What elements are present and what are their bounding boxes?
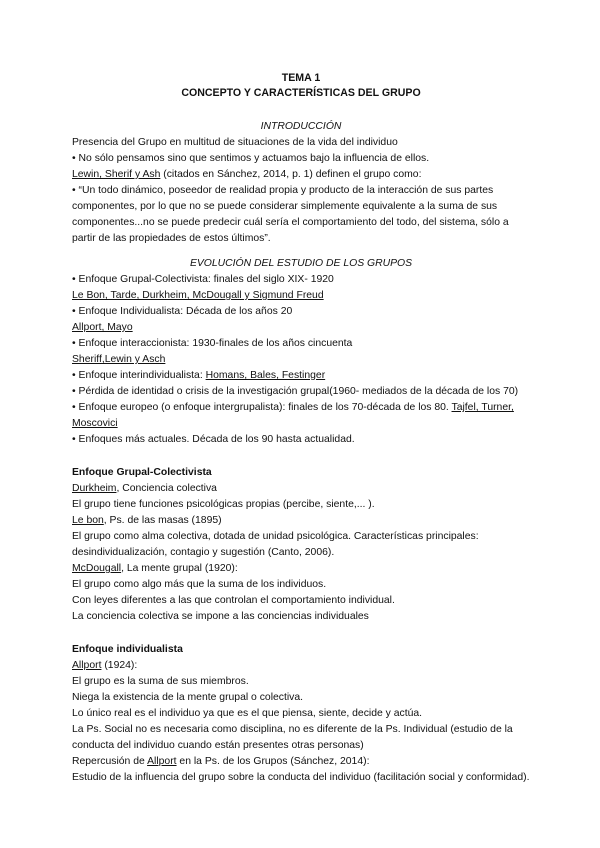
evolucion-item: • Enfoques más actuales. Década de los 90 hasta actualidad. [72,434,355,445]
grupal-heading: Enfoque Grupal-Colectivista [72,467,212,478]
grupal-text: El grupo tiene funciones psicológicas propias (percibe, siente,... ). [72,499,375,510]
document-title: CONCEPTO Y CARACTERÍSTICAS DEL GRUPO [181,87,421,99]
evolucion-authors: Le Bon, Tarde, Durkheim, McDougall y Sigmund Freud [72,290,324,301]
individualista-heading: Enfoque individualista [72,644,183,655]
author-link: McDougall [72,563,122,574]
individualista-text: La Ps. Social no es necesaria como disciplina, no es diferente de la Ps. Individual (estudio de la conducta del individuo cuando están presentes otras personas) [72,724,513,751]
grupal-text: El grupo como algo más que la suma de los individuos. [72,579,327,590]
evolucion-item: • Enfoque interindividualista: Homans, Bales, Festinger [72,370,326,381]
document-page [72,71,530,786]
grupal-text: El grupo como alma colectiva, dotada de unidad psicológica. Características principales: desindividualización, contagio y sugestión (Canto, 2006). [72,531,479,558]
author-link: Allport [72,660,102,671]
intro-citation: Lewin, Sherif y Ash (citados en Sánchez, 2014, p. 1) definen el grupo como: [72,169,422,180]
individualista-text: Niega la existencia de la mente grupal o colectiva. [72,692,304,703]
evolucion-authors: Tajfel, Turner, Moscovici [72,402,514,429]
intro-heading: INTRODUCCIÓN [260,121,342,132]
evolucion-item: • Pérdida de identidad o crisis de la investigación grupal(1960- mediados de la década de los 70) [72,386,519,397]
evolucion-item: • Enfoque europeo (o enfoque intergrupalista): finales de los 70-década de los 80. Tajfel, Turner, Moscovici [72,402,514,429]
evolucion-item: • Enfoque Individualista: Década de los años 20 [72,306,293,317]
individualista-text: El grupo es la suma de sus miembros. [72,676,249,687]
evolucion-authors: Homans, Bales, Festinger [205,370,326,381]
individualista-text: Estudio de la influencia del grupo sobre la conducta del individuo (facilitación social y conformidad). [72,772,530,783]
evolucion-heading: EVOLUCIÓN DEL ESTUDIO DE LOS GRUPOS [189,258,413,269]
intro-bullet: • No sólo pensamos sino que sentimos y actuamos bajo la influencia de ellos. [72,153,430,164]
individualista-text: Lo único real es el individuo ya que es el que piensa, siente, decide y actúa. [72,708,423,719]
author-link: Allport [147,756,177,767]
grupal-text: La conciencia colectiva se impone a las conciencias individuales [72,611,369,622]
author-link: Lewin, Sherif y Ash [72,169,161,180]
evolucion-authors: Allport, Mayo [72,322,133,333]
individualista-text: Repercusión de Allport en la Ps. de los Grupos (Sánchez, 2014): [72,756,370,767]
intro-quote: • “Un todo dinámico, poseedor de realidad propia y producto de la interacción de sus partes componentes, por lo que no se puede considerar simplemente equivalente a la suma de sus componentes...no se puede predecir cuál sería el comportamiento del todo, del sistema, sólo a partir de las propiedades de estos últimos”. [72,185,509,244]
evolucion-item: • Enfoque Grupal-Colectivista: finales del siglo XIX- 1920 [72,274,334,285]
grupal-author-line: McDougall, La mente grupal (1920): [72,563,238,574]
individualista-author-line: Allport (1924): [72,660,138,671]
grupal-author-line: Durkheim, Conciencia colectiva [72,483,217,494]
tema-heading: TEMA 1 [281,72,321,84]
author-link: Le bon [72,515,104,526]
grupal-author-line: Le bon, Ps. de las masas (1895) [72,515,222,526]
intro-line: Presencia del Grupo en multitud de situaciones de la vida del individuo [72,137,398,148]
author-link: Durkheim [72,483,117,494]
grupal-text: Con leyes diferentes a las que controlan el comportamiento individual. [72,595,395,606]
evolucion-item: • Enfoque interaccionista: 1930-finales de los años cincuenta [72,338,353,349]
evolucion-authors: Sheriff,Lewin y Asch [72,354,166,365]
